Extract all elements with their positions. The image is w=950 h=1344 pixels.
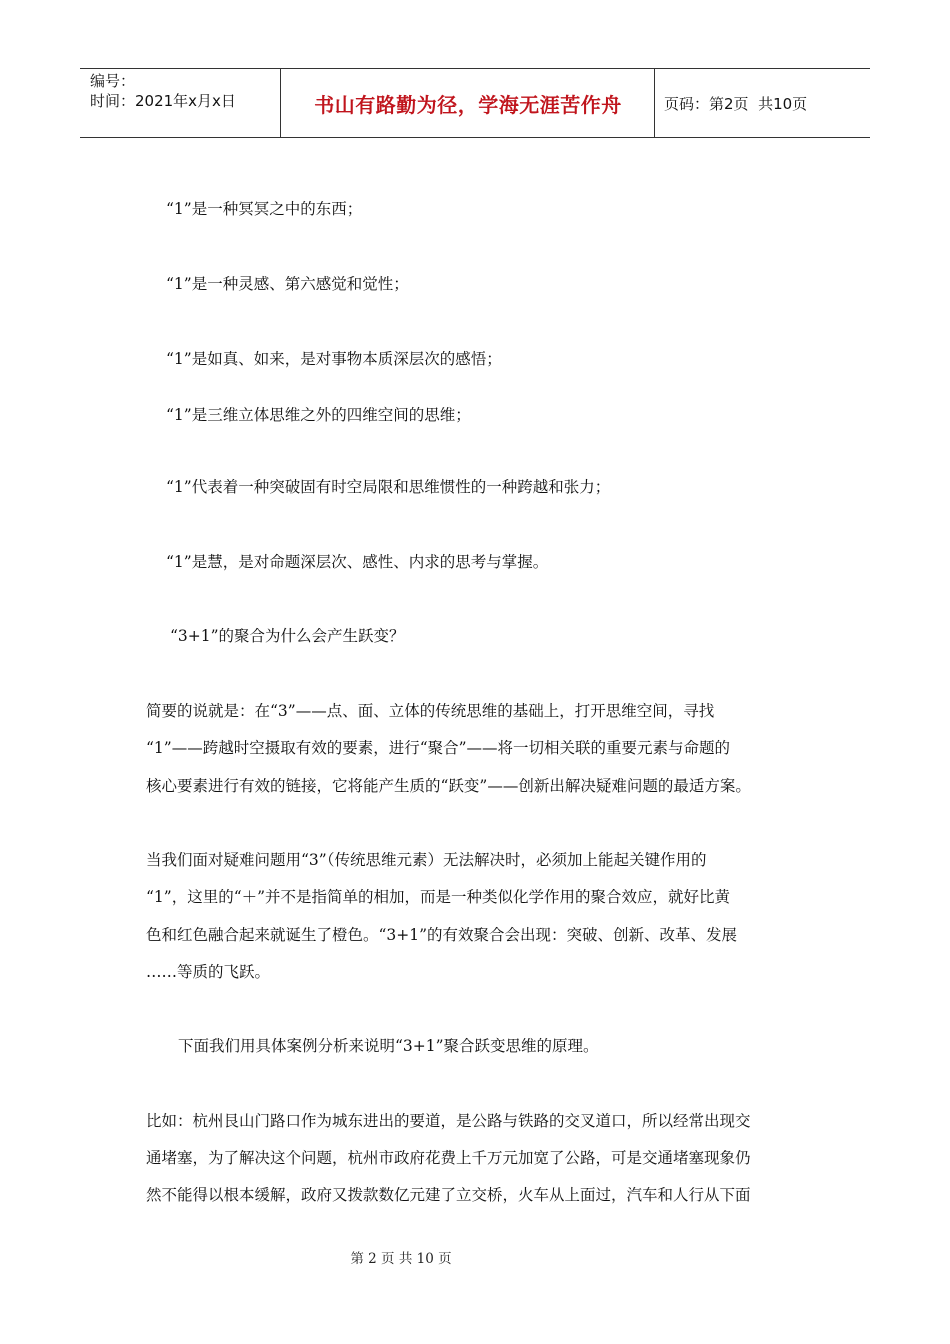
page-footer: 第 2 页 共 10 页 <box>350 1251 452 1267</box>
paragraph-line: “1”是三维立体思维之外的四维空间的思维； <box>166 406 471 424</box>
date-label: 时间：2021年x月x日 <box>90 92 236 110</box>
paragraph-line: 下面我们用具体案例分析来说明“3+1”聚合跃变思维的原理。 <box>178 1037 599 1055</box>
paragraph-line: “1”是一种灵感、第六感觉和觉性； <box>166 275 409 293</box>
paragraph-line: “1”——跨越时空摄取有效的要素，进行“聚合”——将一切相关联的重要元素与命题的 <box>146 739 731 757</box>
serial-number-label: 编号： <box>90 72 136 90</box>
paragraph-line: “1”，这里的“＋”并不是指简单的相加，而是一种类似化学作用的聚合效应，就好比黄 <box>146 888 731 906</box>
header-divider-right <box>654 69 655 137</box>
paragraph-line: “1”是慧，是对命题深层次、感性、内求的思考与掌握。 <box>166 553 549 571</box>
section-question: “3+1”的聚合为什么会产生跃变？ <box>170 627 405 645</box>
paragraph-line: 简要的说就是：在“3”——点、面、立体的传统思维的基础上，打开思维空间，寻找 <box>146 702 715 720</box>
paragraph-line: 比如：杭州艮山门路口作为城东进出的要道，是公路与铁路的交叉道口，所以经常出现交 <box>146 1112 751 1130</box>
page-header <box>80 68 870 138</box>
header-meta <box>90 71 236 111</box>
paragraph-line: “1”是如真、如来，是对事物本质深层次的感悟； <box>166 350 502 368</box>
paragraph-line: 色和红色融合起来就诞生了橙色。“3+1”的有效聚合会出现：突破、创新、改革、发展 <box>146 926 738 944</box>
header-page-info: 页码：第2页 共10页 <box>664 94 808 113</box>
paragraph-line: 当我们面对疑难问题用“3”（传统思维元素）无法解决时，必须加上能起关键作用的 <box>146 851 707 869</box>
header-divider-left <box>280 69 281 137</box>
paragraph-line: 通堵塞，为了解决这个问题，杭州市政府花费上千万元加宽了公路，可是交通堵塞现象仍 <box>146 1149 751 1167</box>
paragraph-line: 核心要素进行有效的链接，它将能产生质的“跃变”——创新出解决疑难问题的最适方案。 <box>146 777 751 795</box>
paragraph-line: “1”是一种冥冥之中的东西； <box>166 200 363 218</box>
paragraph-line: ……等质的飞跃。 <box>146 963 271 981</box>
paragraph-line: “1”代表着一种突破固有时空局限和思维惯性的一种跨越和张力； <box>166 478 611 496</box>
paragraph-line: 然不能得以根本缓解，政府又拨款数亿元建了立交桥，火车从上面过，汽车和人行从下面 <box>146 1186 751 1204</box>
header-motto: 书山有路勤为径，学海无涯苦作舟 <box>314 92 622 117</box>
